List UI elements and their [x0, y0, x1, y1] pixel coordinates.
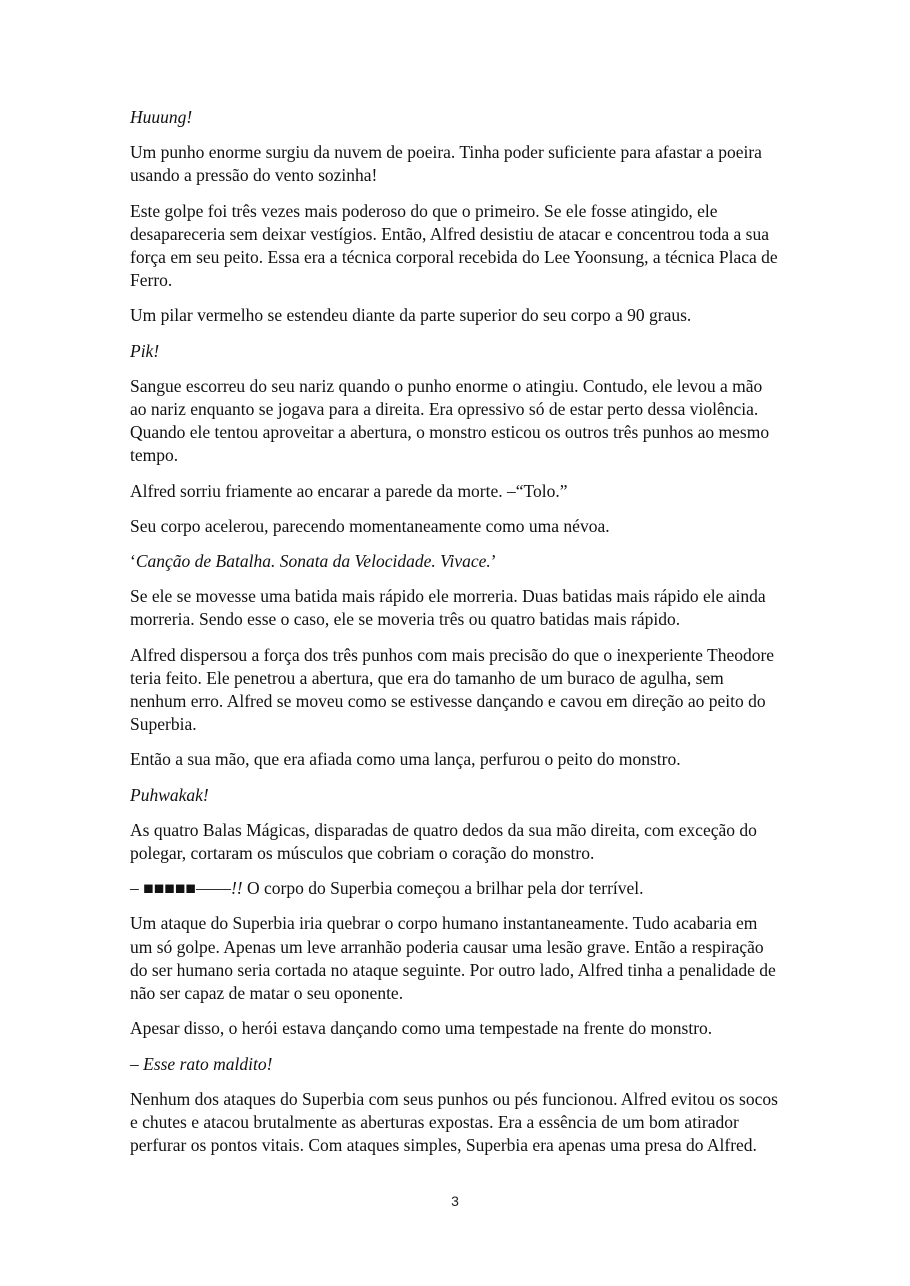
- scream-rest: O corpo do Superbia começou a brilhar pela dor terrível.: [242, 878, 644, 899]
- paragraph-damn-rat: – Esse rato maldito!: [130, 1053, 273, 1074]
- paragraph-red-pillar: Um pilar vermelho se estendeu diante da parte superior do seu corpo a 90 graus.: [130, 305, 692, 326]
- quote-close: ’: [490, 551, 497, 572]
- exclamation: !!: [230, 878, 243, 899]
- paragraph-superbia-scream: [130, 877, 780, 900]
- sound-effect-huuung: Huuung!: [130, 107, 193, 127]
- paragraph-attacks-failed: Nenhum dos ataques do Superbia com seus punhos ou pés funcionou. Alfred evitou os socos e chutes e atacou brutalmente as aberturas expostas. Era a essência de um bom atirador perfurar os pontos vitais. Com ataques simples, Superbia era apenas uma presa do Alfred.: [130, 1088, 778, 1156]
- paragraph-disperse-force: Alfred dispersou a força dos três punhos com mais precisão do que o inexperiente Theodore teria feito. Ele penetrou a abertura, que era do tamanho de um buraco de agulha, sem nenhum erro. Alfred se moveu como se estivesse dançando e cavou em direção ao peito do Superbia.: [130, 644, 775, 735]
- paragraph-one-attack: Um ataque do Superbia iria quebrar o corpo humano instantaneamente. Tudo acabaria em um só golpe. Apenas um leve arranhão poderia causar uma lesão grave. Então a respiração do ser humano seria cortada no ataque seguinte. Por outro lado, Alfred tinha a penalidade de não ser capaz de matar o seu oponente.: [130, 913, 776, 1004]
- paragraph-hand-pierced: Então a sua mão, que era afiada como uma lança, perfurou o peito do monstro.: [130, 749, 681, 770]
- paragraph-iron-plate: Este golpe foi três vezes mais poderoso do que o primeiro. Se ele fosse atingido, ele desapareceria sem deixar vestígios. Então, Alfred desistiu de atacar e concentrou toda a sua força em seu peito. Essa era a técnica corporal recebida do Lee Yoonsung, a técnica Placa de Ferro.: [130, 200, 778, 291]
- paragraph-fist-emerges: Um punho enorme surgiu da nuvem de poeira. Tinha poder suficiente para afastar a poeira usando a pressão do vento sozinha!: [130, 142, 762, 186]
- paragraph-battle-song: [130, 550, 780, 573]
- paragraph-beats: Se ele se movesse uma batida mais rápido ele morreria. Duas batidas mais rápido ele ainda morreria. Sendo esse o caso, ele se moveria três ou quatro batidas mais rápido.: [130, 586, 766, 630]
- sound-effect-pik: Pik!: [130, 340, 160, 361]
- paragraph-magic-bullets: As quatro Balas Mágicas, disparadas de quatro dedos da sua mão direita, com exceção do polegar, cortaram os músculos que cobriam o coração do monstro.: [130, 819, 757, 864]
- paragraph-blood-nose: Sangue escorreu do seu nariz quando o punho enorme o atingiu. Contudo, ele levou a mão ao nariz enquanto se jogava para a direita. Era opressivo só de estar perto dessa violência. Quando ele tentou aproveitar a abertura, o monstro esticou os outros três punhos ao mesmo tempo.: [130, 375, 770, 466]
- censored-scream: – ■■■■■——: [130, 878, 231, 899]
- document-body: [130, 106, 780, 1169]
- paragraph-hero-dancing: Apesar disso, o herói estava dançando como uma tempestade na frente do monstro.: [130, 1018, 713, 1039]
- paragraph-body-accelerated: Seu corpo acelerou, parecendo momentaneamente como uma névoa.: [130, 515, 610, 536]
- paragraph-alfred-smiles: Alfred sorriu friamente ao encarar a parede da morte. –“Tolo.”: [130, 480, 568, 501]
- battle-song-title: Canção de Batalha. Sonata da Velocidade. Vivace.: [135, 551, 491, 572]
- quote-open: ‘: [130, 551, 136, 572]
- sound-effect-puhwakak: Puhwakak!: [130, 784, 209, 805]
- page-number: 3: [451, 1193, 459, 1209]
